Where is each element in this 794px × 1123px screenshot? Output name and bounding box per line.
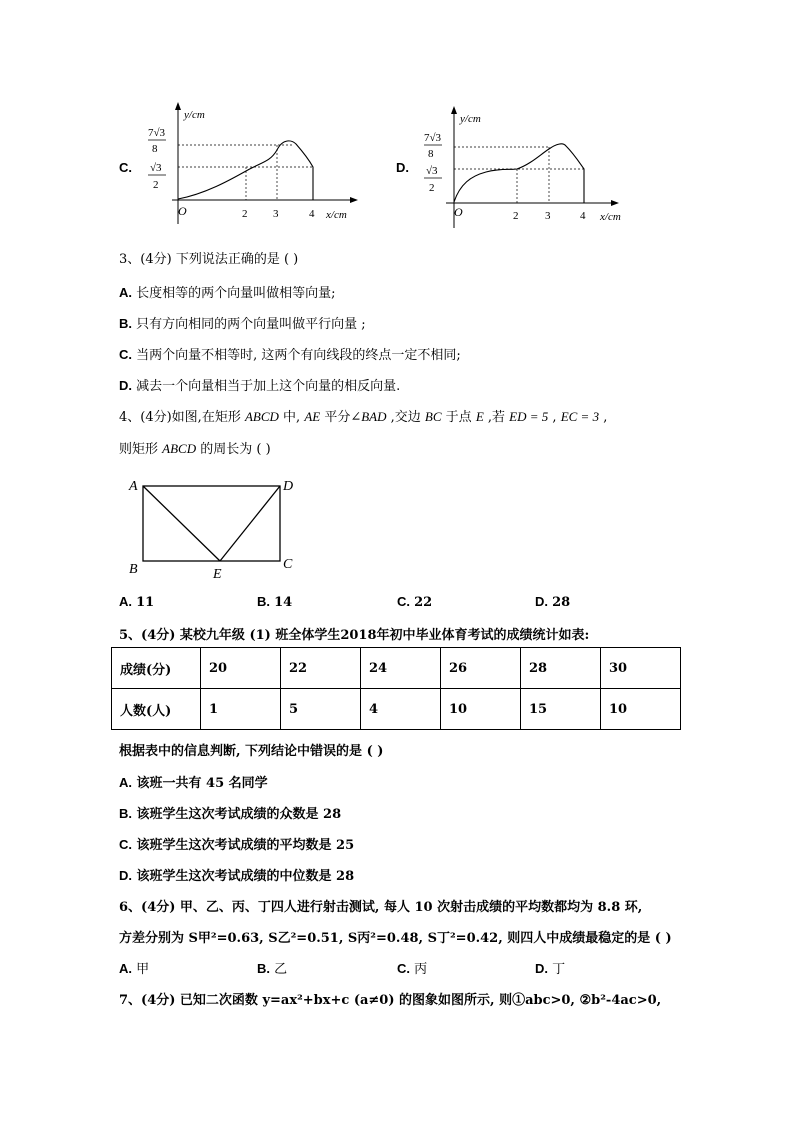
table-cell: 20 [201, 648, 281, 689]
table-cell: 28 [521, 648, 601, 689]
table-cell: 24 [361, 648, 441, 689]
x-axis-arrow [611, 200, 619, 206]
q6-option-d: D. 丁 [535, 961, 566, 977]
graph-d-letter: D. [396, 160, 409, 175]
y-axis-arrow [175, 102, 181, 110]
table-cell: 5 [281, 689, 361, 730]
x-axis-arrow [350, 197, 358, 203]
q3-option-d: D. 减去一个向量相当于加上这个向量的相反向量. [119, 378, 401, 394]
graph-c [140, 100, 365, 230]
q4-option-a: A. 11 [119, 594, 155, 610]
q3-option-a: A. 长度相等的两个向量叫做相等向量; [119, 285, 336, 301]
q5-option-c: C. 该班学生这次考试成绩的平均数是 25 [119, 837, 355, 853]
table-cell: 15 [521, 689, 601, 730]
q4-stem: 4、(4分)如图,在矩形 ABCD 中, AE 平分∠BAD ,交边 BC 于点 E ,若 ED = 5 , EC = 3 , [119, 409, 608, 425]
q4-option-c: C. 22 [397, 594, 433, 610]
graph-c-letter: C. [119, 160, 132, 175]
x-tick-3: 3 [273, 208, 279, 220]
q3-option-b: B. 只有方向相同的两个向量叫做平行向量 ; [119, 316, 366, 332]
q5-option-b: B. 该班学生这次考试成绩的众数是 28 [119, 806, 342, 822]
q4-option-b: B. 14 [257, 594, 293, 610]
label-b: B [129, 562, 138, 577]
rectangle-abcd [143, 486, 280, 561]
x-tick-2: 2 [242, 208, 248, 220]
q6-stem: 6、(4分) 甲、乙、丙、丁四人进行射击测试, 每人 10 次射击成绩的平均数都均为 8.8 环, [119, 900, 643, 915]
table-cell: 人数(人) [112, 689, 201, 730]
q5-stem: 5、(4分) 某校九年级 (1) 班全体学生2018年初中毕业体育考试的成绩统计如表: [119, 628, 590, 643]
table-cell: 22 [281, 648, 361, 689]
y-axis-label: y/cm [184, 109, 205, 121]
table-cell: 10 [601, 689, 681, 730]
q5-option-d: D. 该班学生这次考试成绩的中位数是 28 [119, 868, 355, 884]
y-tick-upper-den: 8 [428, 148, 434, 160]
q6-option-c: C. 丙 [397, 961, 428, 977]
q3-stem: 3、(4分) 下列说法正确的是 ( ) [119, 252, 299, 267]
y-tick-upper-num: 7√3 [148, 127, 166, 139]
y-axis-label: y/cm [460, 113, 481, 125]
table-cell: 4 [361, 689, 441, 730]
q5-option-a: A. 该班一共有 45 名同学 [119, 775, 268, 791]
table-cell: 30 [601, 648, 681, 689]
score-table [111, 647, 681, 730]
x-tick-2: 2 [513, 210, 519, 222]
segment-de [220, 486, 280, 561]
table-cell: 成绩(分) [112, 648, 201, 689]
q5-question: 根据表中的信息判断, 下列结论中错误的是 ( ) [119, 744, 384, 759]
curve [454, 144, 584, 203]
table-row [112, 648, 681, 689]
q7-stem: 7、(4分) 已知二次函数 y=ax²+bx+c (a≠0) 的图象如图所示, 则①abc>0, ②b²-4ac>0, [119, 993, 662, 1008]
label-d: D [283, 479, 294, 494]
graph-d [416, 104, 641, 232]
segment-ae [143, 486, 220, 561]
table-cell: 1 [201, 689, 281, 730]
q3-option-c: C. 当两个向量不相等时, 这两个有向线段的终点一定不相同; [119, 347, 461, 363]
q4-option-d: D. 28 [535, 594, 571, 610]
y-tick-lower-den: 2 [429, 182, 435, 194]
y-tick-lower-den: 2 [153, 179, 159, 191]
curve [178, 141, 313, 200]
x-axis-label: x/cm [326, 209, 347, 221]
y-axis-arrow [451, 106, 457, 114]
table-cell: 10 [441, 689, 521, 730]
x-tick-4: 4 [309, 208, 315, 220]
x-tick-4: 4 [580, 210, 586, 222]
y-tick-upper-den: 8 [152, 143, 158, 155]
q6-option-b: B. 乙 [257, 961, 288, 977]
label-c: C [283, 557, 293, 572]
y-tick-lower-num: √3 [150, 162, 162, 174]
label-a: A [129, 479, 138, 494]
y-tick-upper-num: 7√3 [424, 132, 442, 144]
q6-stem-2: 方差分别为 S甲²=0.63, S乙²=0.51, S丙²=0.48, S丁²=0.42, 则四人中成绩最稳定的是 ( ) [119, 931, 672, 946]
x-tick-3: 3 [545, 210, 551, 222]
table-row [112, 689, 681, 730]
table-cell: 26 [441, 648, 521, 689]
y-tick-lower-num: √3 [426, 165, 438, 177]
q4-stem-2: 则矩形 ABCD 的周长为 ( ) [119, 441, 271, 457]
x-axis-label: x/cm [600, 211, 621, 223]
q6-option-a: A. 甲 [119, 961, 150, 977]
rectangle-figure [125, 472, 310, 587]
label-e: E [213, 567, 222, 582]
origin-label: O [178, 204, 187, 218]
origin-label: O [454, 205, 463, 219]
